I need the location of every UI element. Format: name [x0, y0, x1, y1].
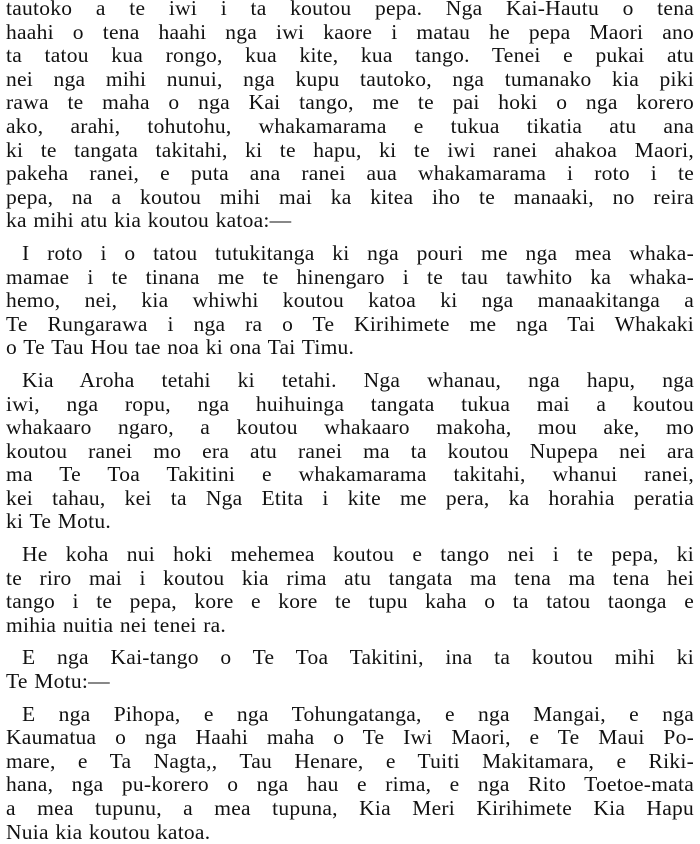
text-line: hemo, nei, kia whiwhi koutou katoa ki nga manaakitanga a: [6, 288, 694, 313]
text-line: kei tahau, kei ta Nga Etita i kite me pera, ka horahia peratia: [6, 485, 694, 510]
text-line: mare, e Ta Nagta,, Tau Henare, e Tuiti Makitamara, e Riki-: [6, 748, 694, 773]
text-line: Te Rungarawa i nga ra o Te Kirihimete me nga Tai Whakaki: [6, 311, 694, 336]
text-line: o Te Tau Hou tae noa ki ona Tai Timu.: [6, 335, 355, 360]
text-line: I roto i o tatou tutukitanga ki nga pouri me nga mea whaka-: [22, 240, 694, 265]
text-line: whakaaro ngaro, a koutou whakaaro makoha, mou ake, mo: [6, 415, 694, 440]
paragraph-6: [6, 703, 694, 844]
text-line: a mea tupunu, a mea tupuna, Kia Meri Kirihimete Kia Hapu: [6, 796, 694, 820]
paragraph-1: [6, 0, 694, 233]
paragraph-2: [6, 242, 694, 360]
text-line: E nga Pihopa, e nga Tohungatanga, e nga Mangai, e nga: [22, 701, 694, 726]
text-line: pepa, na a koutou mihi mai ka kitea iho te manaaki, no reira: [6, 184, 694, 209]
text-line: rawa te maha o nga Kai tango, me te pai hoki o nga korero: [6, 90, 694, 115]
text-line: pakeha ranei, e puta ana ranei aua whakamarama i roto i te: [6, 161, 694, 186]
text-line: He koha nui hoki mehemea koutou e tango nei i te pepa, ki: [22, 542, 694, 567]
text-line: Te Motu:—: [6, 669, 110, 694]
text-line: ta tatou kua rongo, kua kite, kua tango. Tenei e pukai atu: [6, 43, 694, 68]
text-line: koutou ranei mo era atu ranei ma ta koutou Nupepa nei ara: [6, 438, 694, 463]
text-line: mamae i te tinana me te hinengaro i te tau tawhito ka whaka-: [6, 264, 694, 289]
text-line: iwi, nga ropu, nga huihuinga tangata tukua mai a koutou: [6, 391, 694, 416]
text-line: Kia Aroha tetahi ki tetahi. Nga whanau, nga hapu, nga: [22, 367, 694, 392]
text-line: haahi o tena haahi nga iwi kaore i matau he pepa Maori ano: [6, 19, 694, 44]
text-line: hana, nga pu-korero o nga hau e rima, e nga Rito Toetoe-mata: [6, 772, 694, 797]
text-line: ako, arahi, tohutohu, whakamarama e tukua tikatia atu ana: [6, 113, 694, 138]
text-line: nei nga mihi nunui, nga kupu tautoko, nga tumanako kia piki: [6, 66, 694, 91]
paragraph-5: [6, 646, 694, 693]
text-line: ka mihi atu kia koutou katoa:—: [6, 208, 292, 233]
text-line: Nuia kia koutou katoa.: [6, 819, 211, 844]
text-line: tautoko a te iwi i ta koutou pepa. Nga Kai-Hautu o tena: [6, 0, 694, 20]
text-line: E nga Kai-tango o Te Toa Takitini, ina ta koutou mihi ki: [22, 645, 694, 670]
text-line: Kaumatua o nga Haahi maha o Te Iwi Maori, e Te Maui Po-: [6, 725, 694, 750]
text-line: ki te tangata takitahi, ki te hapu, ki te iwi ranei ahakoa Maori,: [6, 137, 694, 162]
text-line: ki Te Motu.: [6, 509, 111, 534]
paragraph-4: [6, 543, 694, 637]
text-line: tango i te pepa, kore e kore te tupu kaha o ta tatou taonga e: [6, 589, 694, 614]
text-line: mihia nuitia nei tenei ra.: [6, 612, 227, 637]
text-line: ma Te Toa Takitini e whakamarama takitahi, whanui ranei,: [6, 462, 694, 487]
text-line: te riro mai i koutou kia rima atu tangata ma tena ma tena hei: [6, 565, 694, 590]
paragraph-3: [6, 369, 694, 534]
